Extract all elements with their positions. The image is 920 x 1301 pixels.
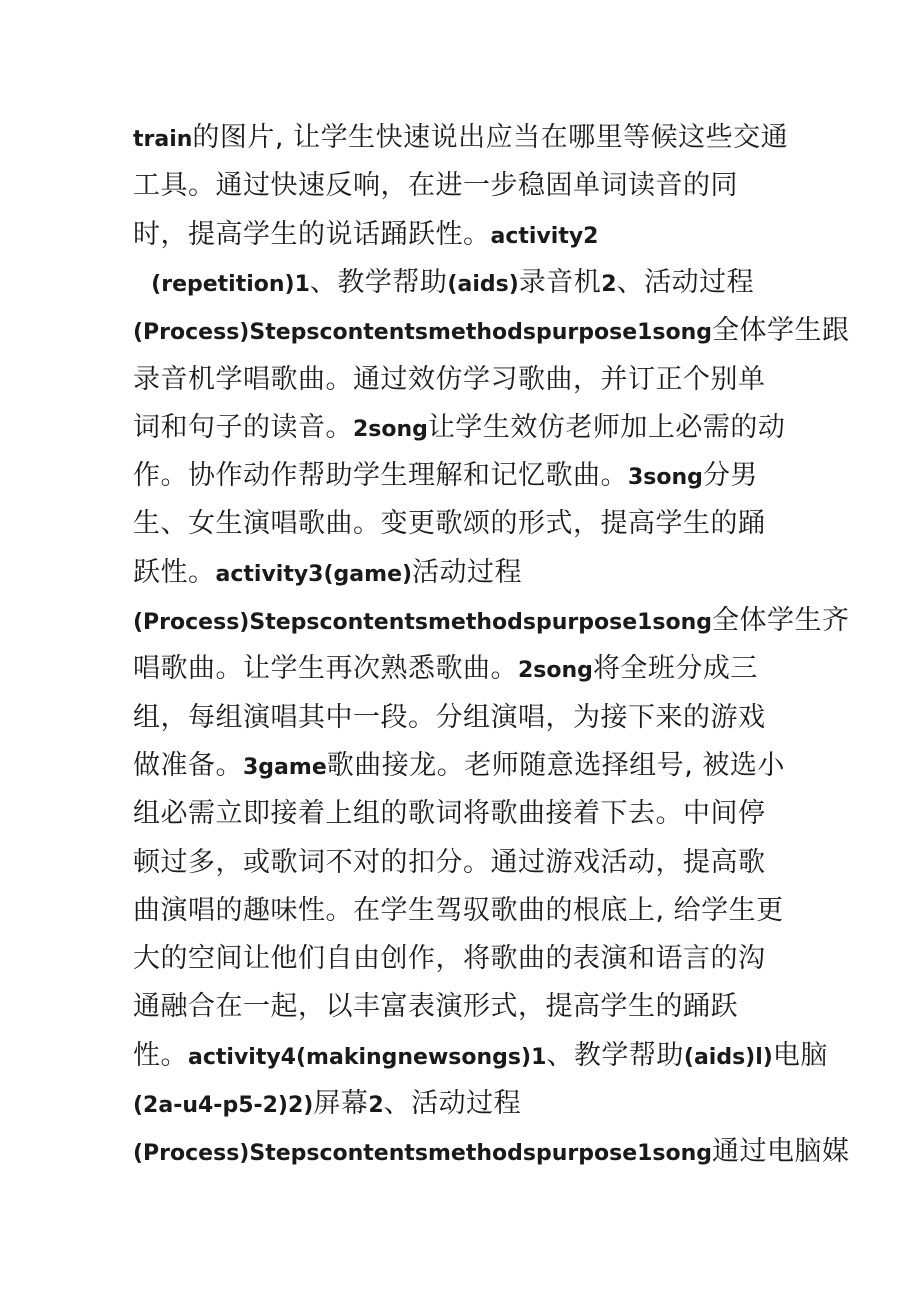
text-segment bbox=[133, 267, 151, 298]
text-segment: 全体学生跟 bbox=[712, 315, 850, 347]
bold-term: activity4(makingnewsongs)1 bbox=[188, 1044, 547, 1070]
text-segment: 性。 bbox=[133, 1039, 188, 1071]
bold-term: (2a-u4-p5-2)2) bbox=[133, 1093, 314, 1118]
text-segment: 将全班分成三 bbox=[592, 653, 758, 685]
text-line bbox=[133, 1080, 521, 1128]
text-line bbox=[133, 114, 788, 162]
text-segment: 作。协作动作帮助学生理解和记忆歌曲。 bbox=[133, 460, 628, 492]
text-line bbox=[133, 549, 522, 597]
text-segment: 组必需立即接着上组的歌词将歌曲接着下去。中间停 bbox=[133, 798, 766, 830]
text-segment: 电脑 bbox=[772, 1039, 828, 1071]
bold-term: (aids)l) bbox=[683, 1044, 773, 1070]
bold-term: (Process)Stepscontentsmethodspurpose1song bbox=[133, 320, 713, 346]
text-line bbox=[133, 839, 766, 887]
text-segment: 、活动过程 bbox=[383, 1088, 522, 1119]
text-segment: 曲演唱的趣味性。在学生驾驭歌曲的根底上, 给学生更 bbox=[133, 894, 784, 926]
text-line bbox=[133, 694, 766, 742]
text-segment: 工具。通过快速反响，在进一步稳固单词读音的同 bbox=[133, 170, 738, 202]
text-segment: 录音机学唱歌曲。通过效仿学习歌曲，并订正个别单 bbox=[133, 363, 766, 395]
text-line bbox=[133, 404, 785, 452]
text-line bbox=[133, 1032, 828, 1080]
text-segment: 的图片, 让学生快速说出应当在哪里等候这些交通 bbox=[192, 122, 789, 153]
text-segment: 分男 bbox=[702, 460, 758, 492]
text-segment: 录音机 bbox=[518, 266, 602, 298]
text-segment: 活动过程 bbox=[412, 556, 523, 588]
text-line bbox=[133, 790, 766, 838]
bold-term: (repetition)1 bbox=[151, 271, 310, 297]
bold-term: train bbox=[133, 127, 193, 152]
text-segment: 组，每组演唱其中一段。分组演唱，为接下来的游戏 bbox=[133, 701, 766, 733]
text-segment: 让学生效仿老师加上必需的动 bbox=[427, 411, 786, 443]
text-segment: 、活动过程 bbox=[616, 266, 755, 298]
text-segment: 通过电脑媒 bbox=[712, 1136, 850, 1168]
text-segment: 时，提高学生的说话踊跃性。 bbox=[133, 218, 491, 250]
bold-term: (Process)Stepscontentsmethodspurpose1song bbox=[133, 610, 713, 635]
text-segment: 跃性。 bbox=[133, 556, 216, 588]
text-segment: 大的空间让他们自由创作，将歌曲的表演和语言的沟 bbox=[133, 943, 766, 975]
text-line bbox=[133, 307, 850, 355]
text-segment: 全体学生齐 bbox=[712, 605, 850, 636]
text-line bbox=[133, 500, 766, 548]
bold-term: 2 bbox=[601, 271, 617, 297]
text-line bbox=[133, 887, 784, 935]
bold-term: (Process)Stepscontentsmethodspurpose1song bbox=[133, 1141, 713, 1167]
bold-term: 2 bbox=[368, 1093, 384, 1118]
bold-term: 3song bbox=[628, 465, 703, 491]
text-line bbox=[133, 597, 850, 645]
text-line bbox=[133, 162, 738, 210]
bold-term: 2song bbox=[518, 658, 593, 684]
text-line bbox=[133, 645, 758, 693]
text-segment: 词和句子的读音。 bbox=[133, 411, 353, 443]
text-segment: 顿过多，或歌词不对的扣分。通过游戏活动，提高歌 bbox=[133, 846, 766, 878]
text-line bbox=[133, 742, 785, 790]
bold-term: activity3(game) bbox=[215, 561, 413, 587]
text-segment: 、教学帮助 bbox=[309, 266, 448, 298]
text-segment: 通融合在一起，以丰富表演形式，提高学生的踊跃 bbox=[133, 991, 738, 1023]
text-line bbox=[133, 1128, 850, 1176]
text-segment: 、教学帮助 bbox=[546, 1039, 684, 1071]
text-segment: 做准备。 bbox=[133, 749, 243, 781]
text-segment: 屏幕 bbox=[313, 1088, 369, 1119]
text-line bbox=[133, 356, 766, 404]
text-line bbox=[133, 211, 599, 259]
text-line bbox=[133, 259, 754, 307]
text-segment: 歌曲接龙。老师随意选择组号, 被选小 bbox=[326, 749, 785, 781]
text-line bbox=[133, 935, 766, 983]
bold-term: 3game bbox=[243, 754, 327, 780]
bold-term: (aids) bbox=[447, 271, 519, 297]
bold-term: 2song bbox=[353, 416, 428, 442]
text-segment: 唱歌曲。让学生再次熟悉歌曲。 bbox=[133, 653, 518, 685]
text-line bbox=[133, 452, 758, 500]
text-line bbox=[133, 983, 738, 1031]
bold-term: activity2 bbox=[490, 223, 599, 249]
text-segment: 生、女生演唱歌曲。变更歌颂的形式，提高学生的踊 bbox=[133, 508, 766, 540]
